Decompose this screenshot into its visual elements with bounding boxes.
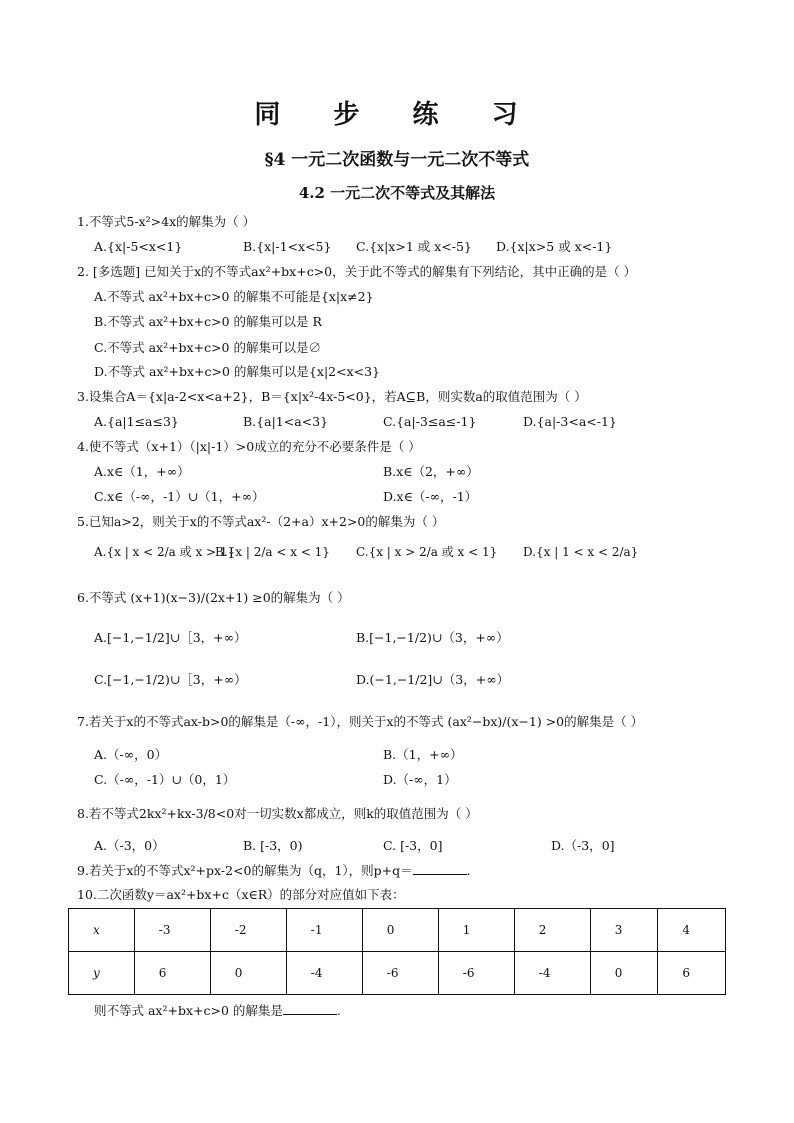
question-1-option-d: D.{x|x>5 或 x<-1} [496, 239, 613, 254]
question-5-option-c: C.{x | x > 2/a 或 x < 1} [356, 545, 498, 559]
table-cell: x [69, 909, 135, 952]
question-3-option-d: D.{a|-3<a<-1} [523, 414, 617, 429]
table-cell: -1 [286, 909, 362, 952]
table-cell: 6 [134, 952, 210, 995]
section-heading: §4 一元二次函数与一元二次不等式 [264, 150, 530, 170]
question-10-stem: 10.二次函数y＝ax²+bx+c（x∈R）的部分对应值如下表： [77, 887, 405, 902]
value-table [68, 908, 726, 995]
table-cell: -3 [134, 909, 210, 952]
question-1-option-c: C.{x|x>1 或 x<-5} [356, 239, 472, 254]
question-9-answer-blank[interactable] [413, 863, 467, 875]
table-cell: 2 [514, 909, 590, 952]
question-5-option-a: A.{x | x < 2/a 或 x > 1} [94, 545, 236, 559]
table-cell: 0 [362, 909, 438, 952]
question-2-option-b: B.不等式 ax²+bx+c>0 的解集可以是 R [94, 314, 322, 329]
question-6-option-d: D.(−1,−1/2]∪（3，+∞） [356, 672, 510, 687]
question-9-stem: 9.若关于x的不等式x²+px-2<0的解集为（q，1），则p+q＝ [77, 863, 413, 878]
table-cell: -4 [514, 952, 590, 995]
question-4-option-d: D.x∈（-∞，-1） [383, 489, 478, 504]
question-10-answer [94, 1003, 341, 1018]
question-3-stem: 3.设集合A＝{x|a-2<x<a+2}，B＝{x|x²-4x-5<0}，若A⊆B，则实数a的取值范围为（ ） [77, 389, 587, 404]
question-10-answer-blank[interactable] [283, 1003, 337, 1015]
question-4-option-a: A.x∈（1，+∞） [94, 464, 190, 479]
question-9-end: . [466, 863, 471, 878]
question-6-stem: 6.不等式 (x+1)(x−3)/(2x+1) ≥0的解集为（ ） [77, 590, 350, 605]
subsection-heading: 4.2 一元二次不等式及其解法 [298, 184, 496, 202]
question-8-option-b: B. [-3，0) [243, 838, 303, 853]
table-cell: -2 [210, 909, 286, 952]
question-4-option-b: B.x∈（2，+∞） [383, 464, 479, 479]
question-8-option-c: C. [-3，0] [383, 838, 443, 853]
table-cell: -4 [286, 952, 362, 995]
question-10-end: . [336, 1003, 341, 1018]
question-7-option-a: A.（-∞，0） [94, 747, 168, 762]
question-6-option-c: C.[−1,−1/2)∪［3，+∞） [94, 672, 247, 687]
question-5-option-b: B.{x | 2/a < x < 1} [215, 545, 330, 559]
question-1-option-b: B.{x|-1<x<5} [243, 239, 332, 254]
question-6-option-b: B.[−1,−1/2)∪（3，+∞） [356, 630, 509, 645]
question-3-option-b: B.{a|1<a<3} [243, 414, 329, 429]
table-cell: y [69, 952, 135, 995]
table-cell: -6 [362, 952, 438, 995]
question-5-stem: 5.已知a>2，则关于x的不等式ax²-（2+a）x+2>0的解集为（ ） [77, 514, 445, 529]
table-cell: -6 [438, 952, 514, 995]
question-2-stem: 2. [多选题] 已知关于x的不等式ax²+bx+c>0，关于此不等式的解集有下列结论，其中正确的是（ ） [77, 264, 637, 279]
question-5-option-d: D.{x | 1 < x < 2/a} [523, 545, 639, 559]
question-2-option-c: C.不等式 ax²+bx+c>0 的解集可以是∅ [94, 340, 321, 355]
question-3-option-c: C.{a|-3≤a≤-1} [383, 414, 477, 429]
question-3-option-a: A.{a|1≤a≤3} [94, 414, 179, 429]
question-4-stem: 4.使不等式（x+1）（|x|-1）>0成立的充分不必要条件是（ ） [77, 439, 421, 454]
question-2-option-a: A.不等式 ax²+bx+c>0 的解集不可能是{x|x≠2} [94, 289, 374, 304]
table-cell: 4 [658, 909, 726, 952]
table-cell: 0 [210, 952, 286, 995]
question-1-option-a: A.{x|-5<x<1} [94, 239, 183, 254]
table-row [69, 909, 726, 952]
question-2-option-d: D.不等式 ax²+bx+c>0 的解集可以是{x|2<x<3} [94, 364, 381, 379]
question-7-option-c: C.（-∞，-1）∪（0，1） [94, 772, 236, 787]
table-cell: 6 [658, 952, 726, 995]
table-cell: 3 [590, 909, 658, 952]
question-8-stem: 8.若不等式2kx²+kx-3/8<0对一切实数x都成立，则k的取值范围为（ ） [77, 806, 478, 821]
question-1-stem: 1.不等式5-x²>4x的解集为（ ） [77, 214, 256, 229]
question-8-option-d: D.（-3，0] [551, 838, 615, 853]
table-cell: 1 [438, 909, 514, 952]
question-6-option-a: A.[−1,−1/2]∪［3，+∞） [94, 630, 247, 645]
page-title: 同 步 练 习 [254, 100, 540, 130]
question-10-answer-text: 则不等式 ax²+bx+c>0 的解集是 [94, 1003, 283, 1018]
table-row [69, 952, 726, 995]
question-4-option-c: C.x∈（-∞，-1）∪（1，+∞） [94, 489, 265, 504]
question-7-option-d: D.（-∞，1） [383, 772, 457, 787]
table-cell: 0 [590, 952, 658, 995]
question-7-stem: 7.若关于x的不等式ax-b>0的解集是（-∞，-1），则关于x的不等式 (ax²−bx)/(x−1) >0的解集是（ ） [77, 714, 644, 729]
question-8-option-a: A.（-3，0） [94, 838, 165, 853]
question-7-option-b: B.（1，+∞） [383, 747, 463, 762]
question-9 [77, 863, 471, 878]
